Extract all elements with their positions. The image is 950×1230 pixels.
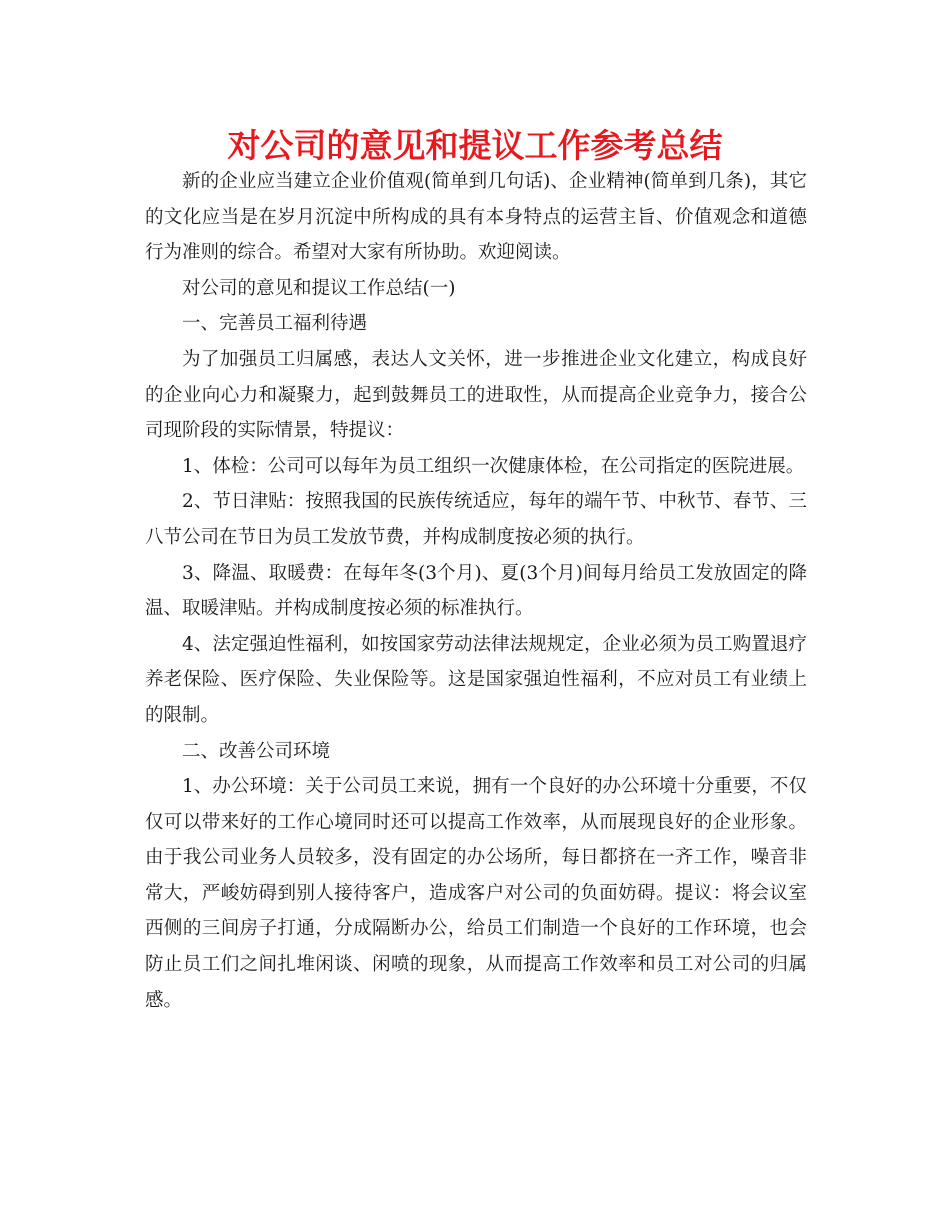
section-heading-environment: 二、改善公司环境 bbox=[182, 740, 331, 762]
document-title: 对公司的意见和提议工作参考总结 bbox=[227, 126, 723, 165]
list-item-statutory-welfare: 4、法定强迫性福利，如按国家劳动法律法规规定，企业必须为员工购置退疗养老保险、医疗保险、失业保险等。这是国家强迫性福利，不应对员工有业绩上的限制。 bbox=[145, 633, 807, 726]
list-item-temperature-allowance: 3、降温、取暖费：在每年冬(3个月)、夏(3个月)间每月给员工发放固定的降温、取暖津贴。并构成制度按必须的标准执行。 bbox=[145, 562, 807, 620]
list-item-office-environment: 1、办公环境：关于公司员工来说，拥有一个良好的办公环境十分重要，不仅仅可以带来好的工作心境同时还可以提高工作效率，从而展现良好的企业形象。由于我公司业务人员较多，没有固定的办公场所，每日都挤在一齐工作，噪音非常大，严峻妨碍到别人接待客户，造成客户对公司的负面妨碍。提议：将会议室西侧的三间房子打通，分成隔断办公，给员工们制造一个良好的工作环境，也会防止员工们之间扎堆闲谈、闲喷的现象，从而提高工作效率和员工对公司的归属感。 bbox=[145, 776, 807, 1011]
paragraph-welfare-intro: 为了加强员工归属感，表达人文关怀，进一步推进企业文化建立，构成良好的企业向心力和凝聚力，起到鼓舞员工的进取性，从而提高企业竞争力，接合公司现阶段的实际情景，特提议： bbox=[145, 348, 807, 442]
document-body bbox=[145, 164, 807, 1018]
list-item-health-check: 1、体检：公司可以每年为员工组织一次健康体检，在公司指定的医院进展。 bbox=[182, 455, 805, 477]
section-heading-summary-one: 对公司的意见和提议工作总结(一) bbox=[182, 277, 456, 299]
paragraph-intro: 新的企业应当建立企业价值观(简单到几句话)、企业精神(简单到几条)，其它的文化应当是在岁月沉淀中所构成的具有本身特点的运营主旨、价值观念和道德行为准则的综合。希望对大家有所协助。欢迎阅读。 bbox=[145, 171, 807, 264]
section-heading-welfare: 一、完善员工福利待遇 bbox=[182, 313, 368, 335]
list-item-holiday-allowance: 2、节日津贴：按照我国的民族传统适应，每年的端午节、中秋节、春节、三八节公司在节日为员工发放节费，并构成制度按必须的执行。 bbox=[145, 491, 807, 548]
